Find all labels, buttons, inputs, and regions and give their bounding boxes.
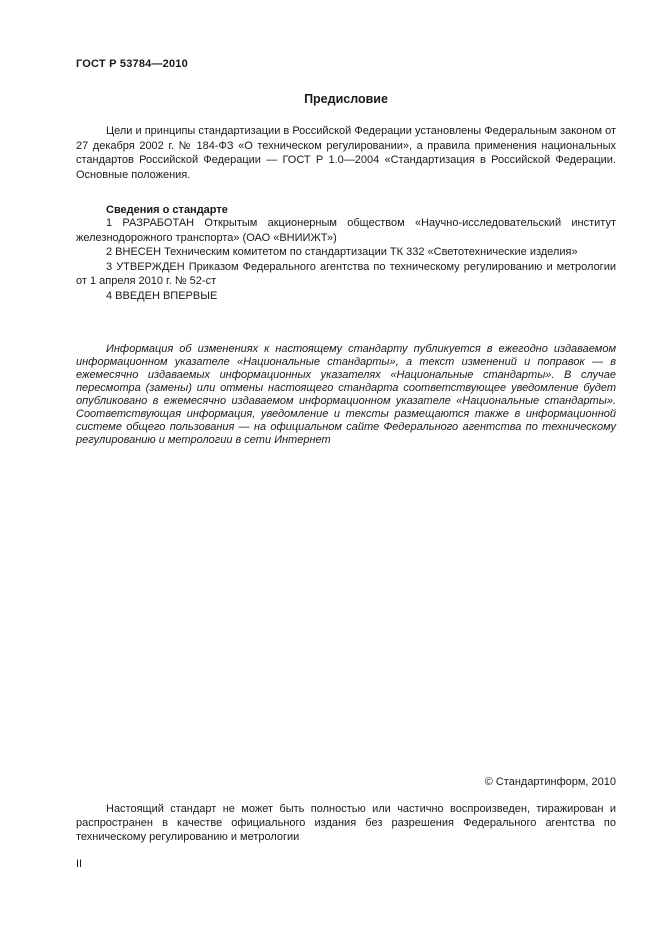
standard-item-developed: 1 РАЗРАБОТАН Открытым акционерным обществом «Научно-исследовательский институт железнодорожного транспорта» (ОАО «ВНИИЖТ») [76,217,616,244]
standard-item-submitted: 2 ВНЕСЕН Техническим комитетом по стандартизации ТК 332 «Светотехнические изделия» [106,246,578,258]
reproduction-restriction-note: Настоящий стандарт не может быть полностью или частично воспроизведен, тиражирован и распространен в качестве официального издания без разрешения Федерального агентства по техническому регулированию и метрологии [76,803,616,843]
copyright-line: © Стандартинформ, 2010 [484,776,616,788]
page-number: II [76,858,83,870]
standard-item-introduced: 4 ВВЕДЕН ВПЕРВЫЕ [106,289,218,302]
changes-information-note: Информация об изменениях к настоящему стандарту публикуется в ежегодно издаваемом информационном указателе «Национальные стандарты», а текст изменений и поправок — в ежемесячно издаваемых информационных указателях «Национальные стандарты». В случае пересмотра (замены) или отмены настоящего стандарта соответствующее уведомление будет опубликовано в ежемесячно издаваемом информационном указателе «Национальные стандарты». Соответствующая информация, уведомление и тексты размещаются также в информационной системе общего пользования — на официальном сайте Федерального агентства по техническому регулированию и метрологии в сети Интернет [76,343,616,446]
intro-paragraph: Цели и принципы стандартизации в Российской Федерации установлены Федеральным законом от 27 декабря 2002 г. № 184-ФЗ «О техническом регулировании», а правила применения национальных стандартов Российской Федерации — ГОСТ Р 1.0—2004 «Стандартизация в Российской Федерации. Основные положения. [76,125,616,181]
page-title: Предисловие [304,92,388,106]
section-heading: Сведения о стандарте [106,204,228,216]
document-code: ГОСТ Р 53784—2010 [76,58,188,70]
page-footer [76,776,616,870]
standard-item-approved: 3 УТВЕРЖДЕН Приказом Федерального агентства по техническому регулированию и метрологии от 1 апреля 2010 г. № 52-ст [76,260,616,287]
